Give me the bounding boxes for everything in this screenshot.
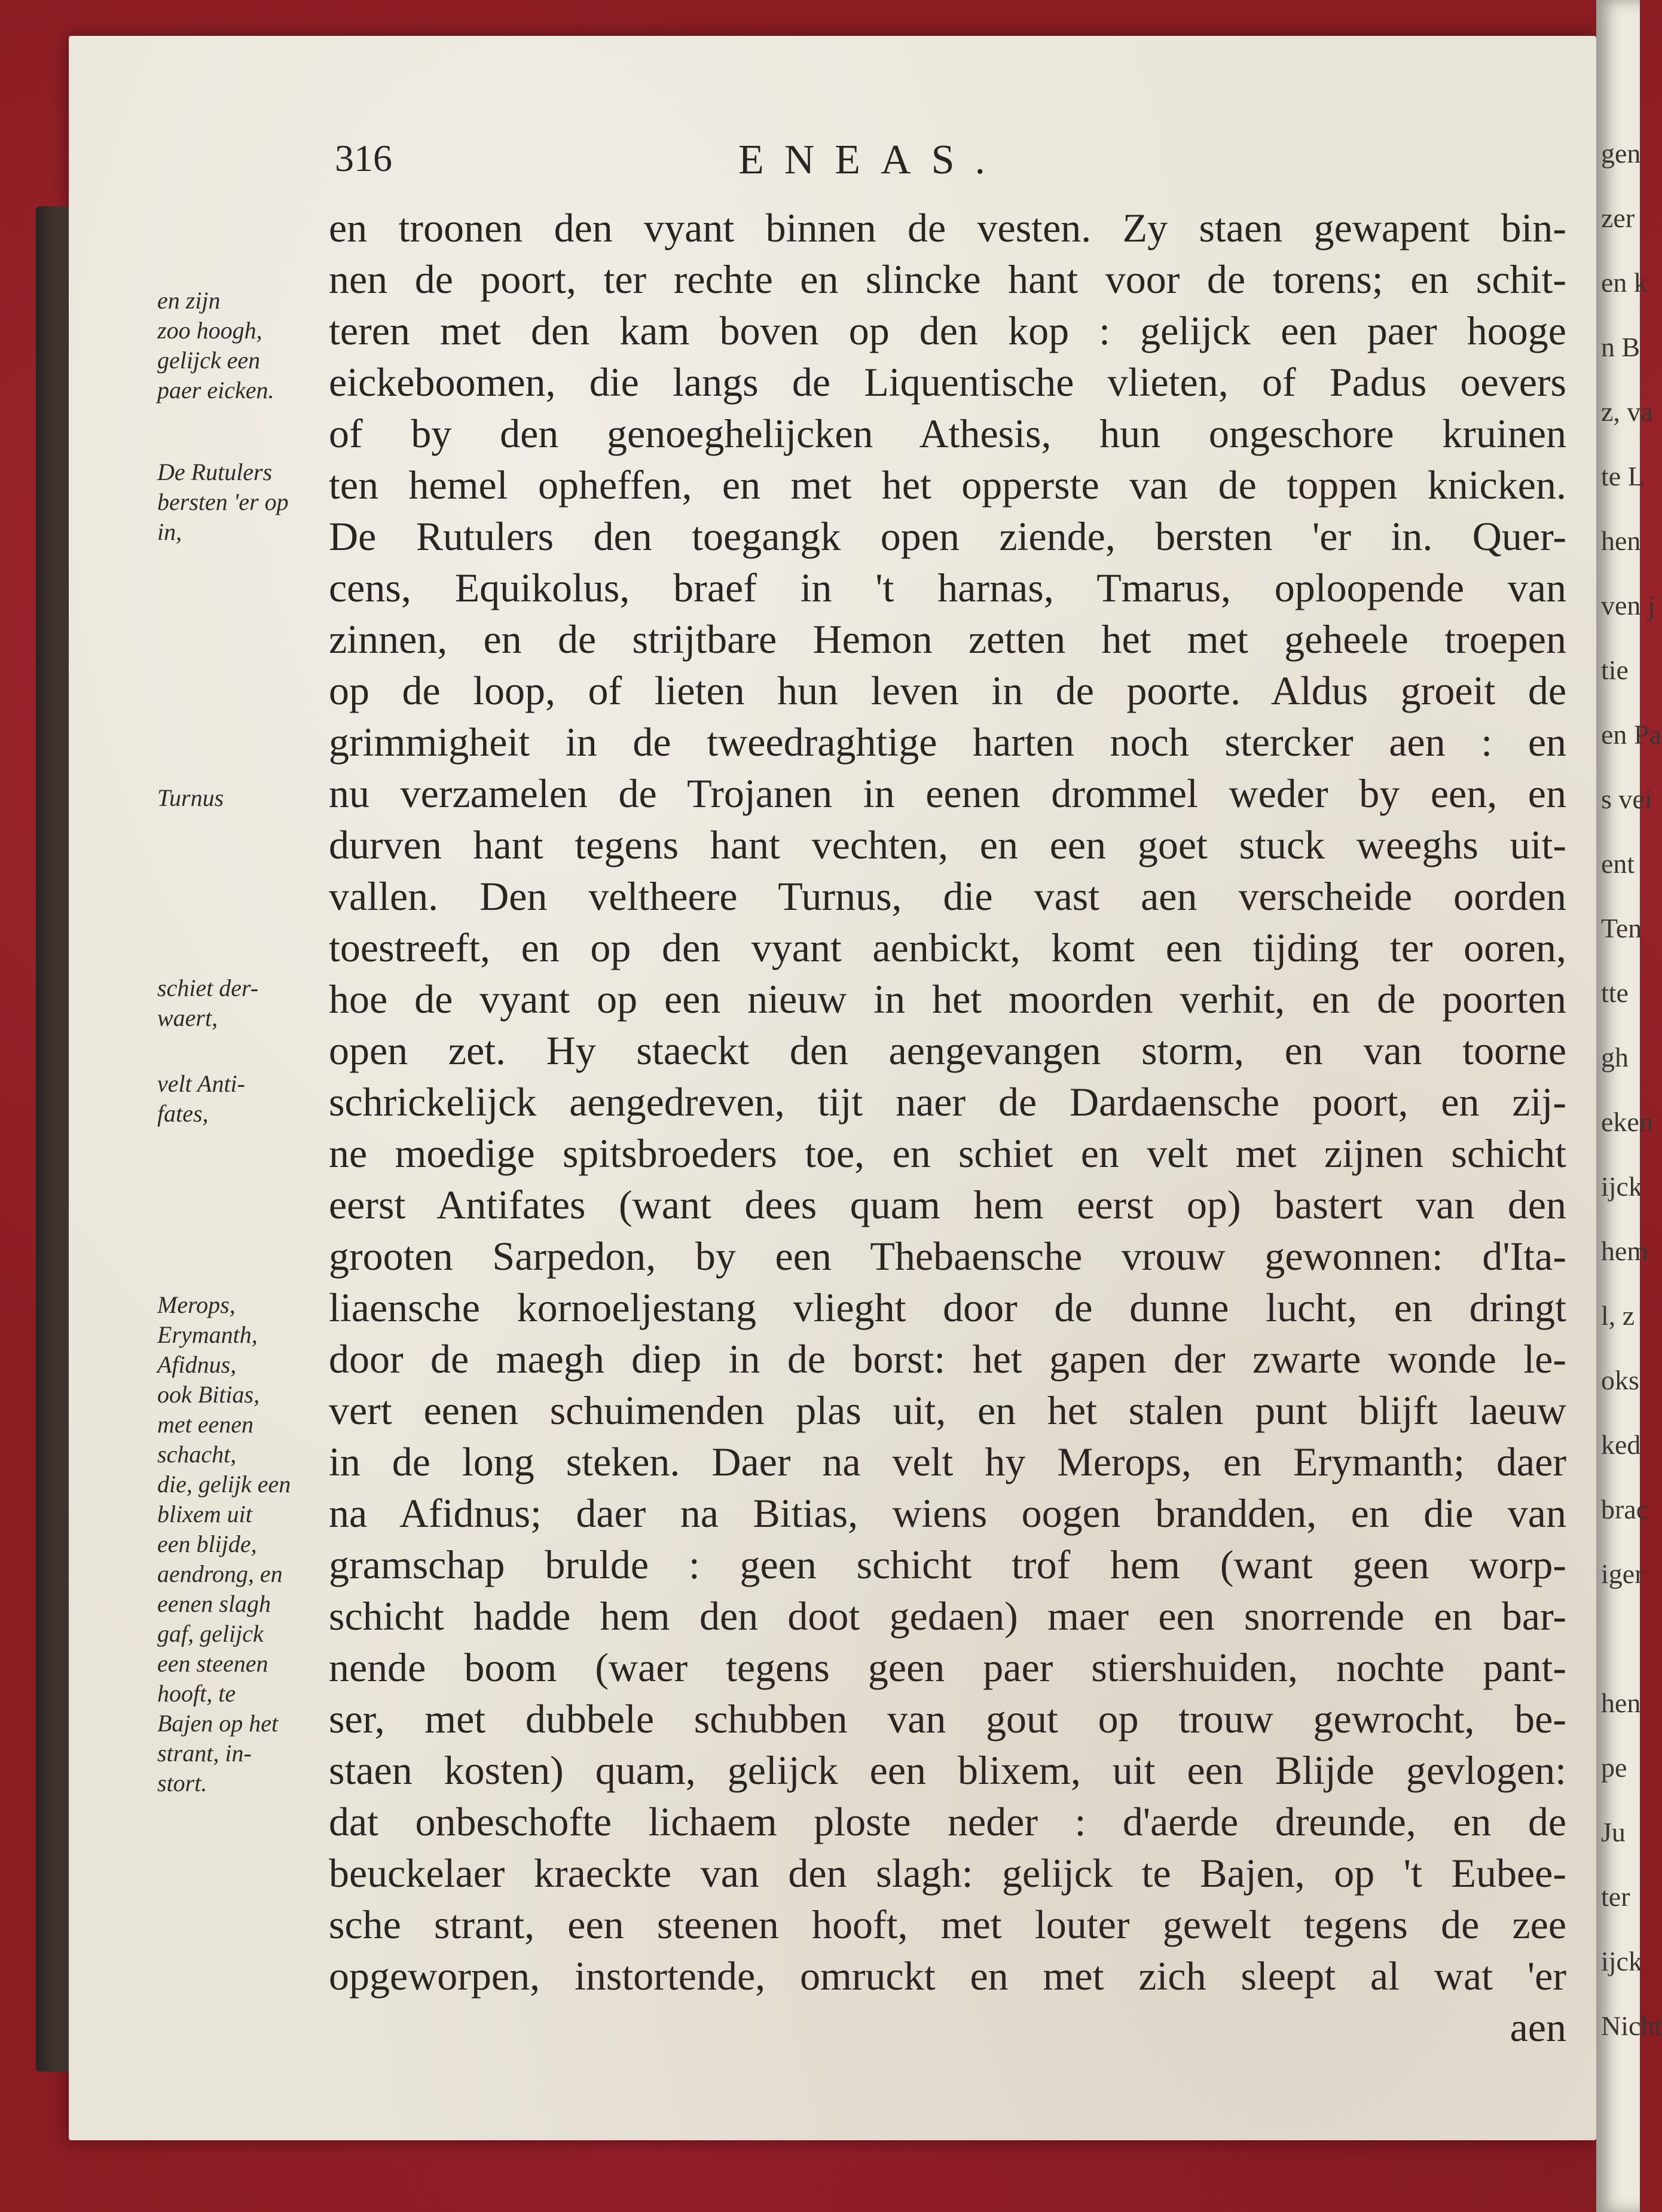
next-page-fragment: hem — [1601, 1236, 1649, 1266]
text-line: nende boom (waer tegens geen paer stiershuiden, nochte pant- — [329, 1645, 1566, 1690]
text-line: vallen. Den veltheere Turnus, die vast aen verscheide oorden — [329, 873, 1566, 919]
text-line: schicht hadde hem den doot gedaen) maer een snorrende en bar- — [329, 1593, 1566, 1639]
next-page-fragment: s vei — [1601, 784, 1652, 814]
next-page-fragment: te L — [1601, 461, 1645, 491]
next-page-fragment: Ten — [1601, 913, 1642, 943]
text-line: zinnen, en de strijtbare Hemon zetten het met geheele troepen — [329, 616, 1566, 662]
text-line: en troonen den vyant binnen de vesten. Zy staen gewapent bin- — [329, 205, 1566, 250]
next-page-fragment: Nicht — [1601, 2011, 1662, 2041]
next-page-edge — [1596, 0, 1662, 2212]
text-line: staen kosten) quam, gelijck een blixem, uit een Blijde gevlogen: — [329, 1747, 1566, 1793]
next-page-fragment: tte — [1601, 977, 1629, 1008]
text-line: sche strant, een steenen hooft, met louter gewelt tegens de zee — [329, 1902, 1566, 1947]
next-page-fragment: gh — [1601, 1042, 1629, 1073]
next-page-fragment: pe — [1601, 1752, 1627, 1783]
next-page-fragment: en k — [1601, 267, 1648, 298]
text-line: door de maegh diep in de borst: het gapen der zwarte wonde le- — [329, 1336, 1566, 1382]
text-line: toestreeft, en op den vyant aenbickt, komt een tijding ter ooren, — [329, 925, 1566, 970]
text-line: beuckelaer kraeckte van den slagh: gelijck te Bajen, op 't Eubee- — [329, 1850, 1566, 1896]
text-line: in de long steken. Daer na velt hy Merops, en Erymanth; daer — [329, 1439, 1566, 1484]
text-line: liaensche kornoeljestang vlieght door de dunne lucht, en dringt — [329, 1285, 1566, 1330]
next-page-fragment: Ju — [1601, 1817, 1626, 1847]
text-line: nen de poort, ter rechte en slincke hant voor de torens; en schit- — [329, 256, 1566, 302]
next-page-fragment: n B — [1601, 332, 1640, 362]
next-page-fragment: iger — [1601, 1559, 1644, 1589]
text-line: open zet. Hy staeckt den aengevangen storm, en van toorne — [329, 1028, 1566, 1073]
next-page-fragment: brac — [1601, 1494, 1649, 1524]
page-number: 316 — [335, 137, 392, 179]
margin-note: en zijn zoo hoogh, gelijck een paer eicken. — [157, 287, 274, 404]
text-line: grooten Sarpedon, by een Thebaensche vrouw gewonnen: d'Ita- — [329, 1233, 1566, 1279]
next-page-fragment: eken — [1601, 1107, 1653, 1137]
catchword: aen — [1510, 2005, 1566, 2050]
book-page — [69, 36, 1596, 2140]
margin-note: schiet der- waert, — [157, 974, 259, 1031]
text-line: durven hant tegens hant vechten, en een goet stuck weeghs uit- — [329, 822, 1566, 867]
next-page-fragment: en Pa — [1601, 719, 1661, 750]
next-page-fragment: ter — [1601, 1881, 1630, 1912]
page-header — [69, 136, 1596, 190]
margin-note: velt Anti- fates, — [157, 1070, 245, 1127]
next-page-fragment: zer — [1601, 203, 1635, 233]
text-line: cens, Equikolus, braef in 't harnas, Tmarus, oploopende van — [329, 565, 1566, 610]
next-page-fragment: ked — [1601, 1429, 1641, 1460]
text-line: schrickelijck aengedreven, tijt naer de Dardaensche poort, en zij- — [329, 1079, 1566, 1125]
running-title: ENEAS. — [738, 137, 1006, 183]
margin-note: De Rutulers bersten 'er op in, — [157, 459, 289, 545]
next-page-fragment: z, va — [1601, 396, 1653, 427]
next-page-fragment: ven j — [1601, 590, 1655, 621]
text-line: teren met den kam boven op den kop : gelijck een paer hooge — [329, 308, 1566, 353]
text-line: ser, met dubbele schubben van gout op trouw gewrocht, be- — [329, 1696, 1566, 1742]
next-page-fragment: hen — [1601, 525, 1641, 556]
next-page-fragment: ent — [1601, 848, 1635, 879]
next-page-fragment: ijck — [1601, 1946, 1642, 1976]
text-line: op de loop, of lieten hun leven in de poorte. Aldus groeit de — [329, 668, 1566, 713]
text-line: vert eenen schuimenden plas uit, en het stalen punt blijft laeuw — [329, 1388, 1566, 1433]
text-line: gramschap brulde : geen schicht trof hem (want geen worp- — [329, 1542, 1566, 1587]
margin-note: Merops, Erymanth, Afidnus, ook Bitias, met eenen schacht, die, gelijk een blixem uit een blijde, aendrong, en eenen slagh gaf, gelijck een steenen hooft, te Bajen op het strant, in- stort. — [157, 1291, 291, 1797]
margin-note: Turnus — [157, 784, 224, 811]
text-line: opgeworpen, instortende, omruckt en met zich sleept al wat 'er — [329, 1953, 1566, 1999]
next-page-fragment: gen — [1601, 138, 1641, 169]
next-page-fragment: tie — [1601, 655, 1629, 685]
text-line: ne moedige spitsbroeders toe, en schiet en velt met zijnen schicht — [329, 1131, 1566, 1176]
next-page-fragment: l, z — [1601, 1300, 1635, 1331]
text-line: na Afidnus; daer na Bitias, wiens oogen brandden, en die van — [329, 1490, 1566, 1536]
next-page-fragment: oks — [1601, 1365, 1639, 1395]
text-line: eickeboomen, die langs de Liquentische vlieten, of Padus oevers — [329, 359, 1566, 405]
text-line: ten hemel opheffen, en met het opperste van de toppen knicken. — [329, 462, 1566, 508]
text-line: nu verzamelen de Trojanen in eenen drommel weder by een, en — [329, 771, 1566, 816]
text-line: De Rutulers den toegangk open ziende, bersten 'er in. Quer- — [329, 514, 1566, 559]
text-line: of by den genoeghelijcken Athesis, hun ongeschore kruinen — [329, 411, 1566, 456]
text-line: grimmigheit in de tweedraghtige harten noch stercker aen : en — [329, 719, 1566, 765]
text-line: hoe de vyant op een nieuw in het moorden verhit, en de poorten — [329, 976, 1566, 1022]
text-line: dat onbeschofte lichaem ploste neder : d'aerde dreunde, en de — [329, 1799, 1566, 1844]
next-page-fragment: hen — [1601, 1688, 1641, 1718]
body-text — [329, 202, 1566, 2053]
text-line: eerst Antifates (want dees quam hem eerst op) bastert van den — [329, 1182, 1566, 1227]
next-page-fragment: ijck — [1601, 1171, 1642, 1202]
